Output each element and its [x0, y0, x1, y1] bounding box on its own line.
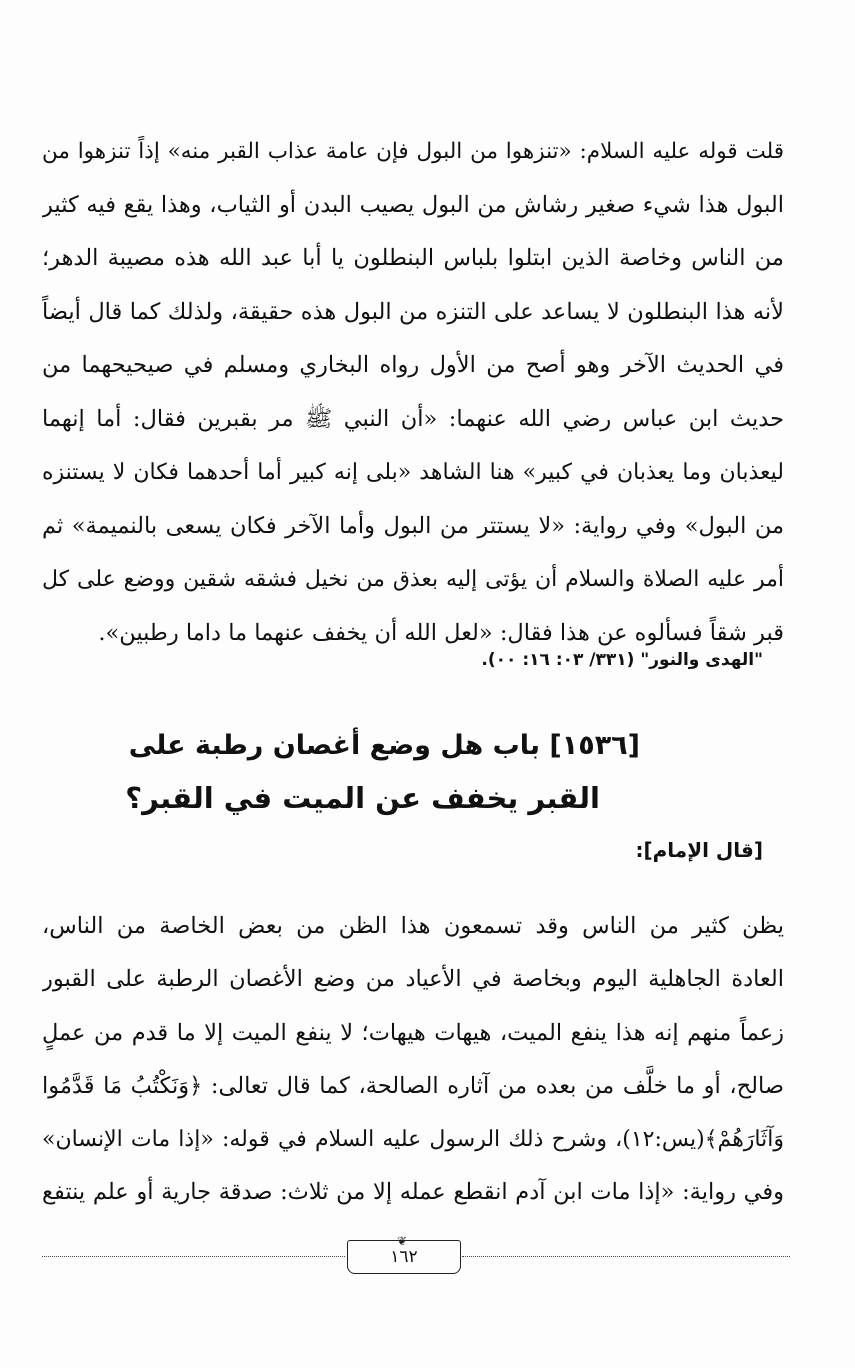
- text-line: أمر عليه الصلاة والسلام أن يؤتى إليه بعذق من نخيل فشقه شقين ووضع على كل: [42, 567, 784, 592]
- text-line: صالح، أو ما خلَّف من بعده من آثاره الصالحة، كما قال تعالى: ﴿وَنَكْتُبُ مَا قَدَّمُوا: [42, 1072, 784, 1099]
- ornament-icon: ❦: [397, 1234, 408, 1248]
- page-number: ١٦٢: [347, 1240, 461, 1274]
- page-footer: [42, 1234, 790, 1280]
- paragraph-imam-answer: [42, 900, 784, 1220]
- imam-label: [قال الإمام]:: [635, 838, 763, 862]
- text-line: وَآثَارَهُمْ﴾(يس:١٢)، وشرح ذلك الرسول عليه السلام في قوله: «إذا مات الإنسان»: [42, 1127, 784, 1153]
- text-line: لأنه هذا البنطلون لا يساعد على التنزه من البول هذه حقيقة، ولذلك كما قال أيضاً: [42, 298, 784, 325]
- chapter-heading-line: [١٥٣٦] باب هل وضع أغصان رطبة على: [128, 730, 640, 761]
- paragraph-hadith-discussion: [42, 125, 784, 660]
- source-citation: "الهدى والنور" (٣٣١/ ٠٣: ١٦: ٠٠).: [481, 650, 763, 670]
- chapter-heading-line: القبر يخفف عن الميت في القبر؟: [125, 781, 600, 815]
- text-line: زعماً منهم إنه هذا ينفع الميت، هيهات هيهات؛ لا ينفع الميت إلا ما قدم من عملٍ: [42, 1019, 784, 1046]
- text-line: العادة الجاهلية اليوم وبخاصة في الأعياد من وضع الأغصان الرطبة على القبور: [42, 966, 784, 993]
- text-line: في الحديث الآخر وهو أصح من الأول رواه البخاري ومسلم في صيحيحهما من: [42, 352, 784, 378]
- text-line: حديث ابن عباس رضي الله عنهما: «أن النبي ﷺ مر بقبرين فقال: أما إنهما: [42, 405, 784, 432]
- text-line: قلت قوله عليه السلام: «تنزهوا من البول فإن عامة عذاب القبر منه» إذاً تنزهوا من: [42, 139, 784, 164]
- text-line: ليعذبان وما يعذبان في كبير» هنا الشاهد «بلى إنه كبير أما أحدهما فكان لا يستنزه: [42, 460, 784, 485]
- text-line: وفي رواية: «إذا مات ابن آدم انقطع عمله إلا من ثلاث: صدقة جارية أو علم ينتفع: [42, 1179, 784, 1206]
- text-line: قبر شقاً فسألوه عن هذا فقال: «لعل الله أن يخفف عنهما ما داما رطبين».: [98, 619, 784, 646]
- text-line: من البول» وفي رواية: «لا يستتر من البول وأما الآخر فكان يسعى بالنميمة» ثم: [42, 512, 784, 539]
- footer-rule: [42, 1256, 345, 1257]
- footer-rule: [462, 1256, 790, 1257]
- text-line: البول هذا شيء صغير رشاش من البول يصيب البدن أو الثياب، وهذا يقع فيه كثير: [42, 191, 784, 218]
- text-line: من الناس وخاصة الذين ابتلوا بلباس البنطلون يا أبا عبد الله هذه مصيبة الدهر؛: [42, 245, 784, 271]
- text-line: يظن كثير من الناس وقد تسمعون هذا الظن من بعض الخاصة من الناس،: [42, 913, 784, 939]
- chapter-heading: [120, 720, 640, 824]
